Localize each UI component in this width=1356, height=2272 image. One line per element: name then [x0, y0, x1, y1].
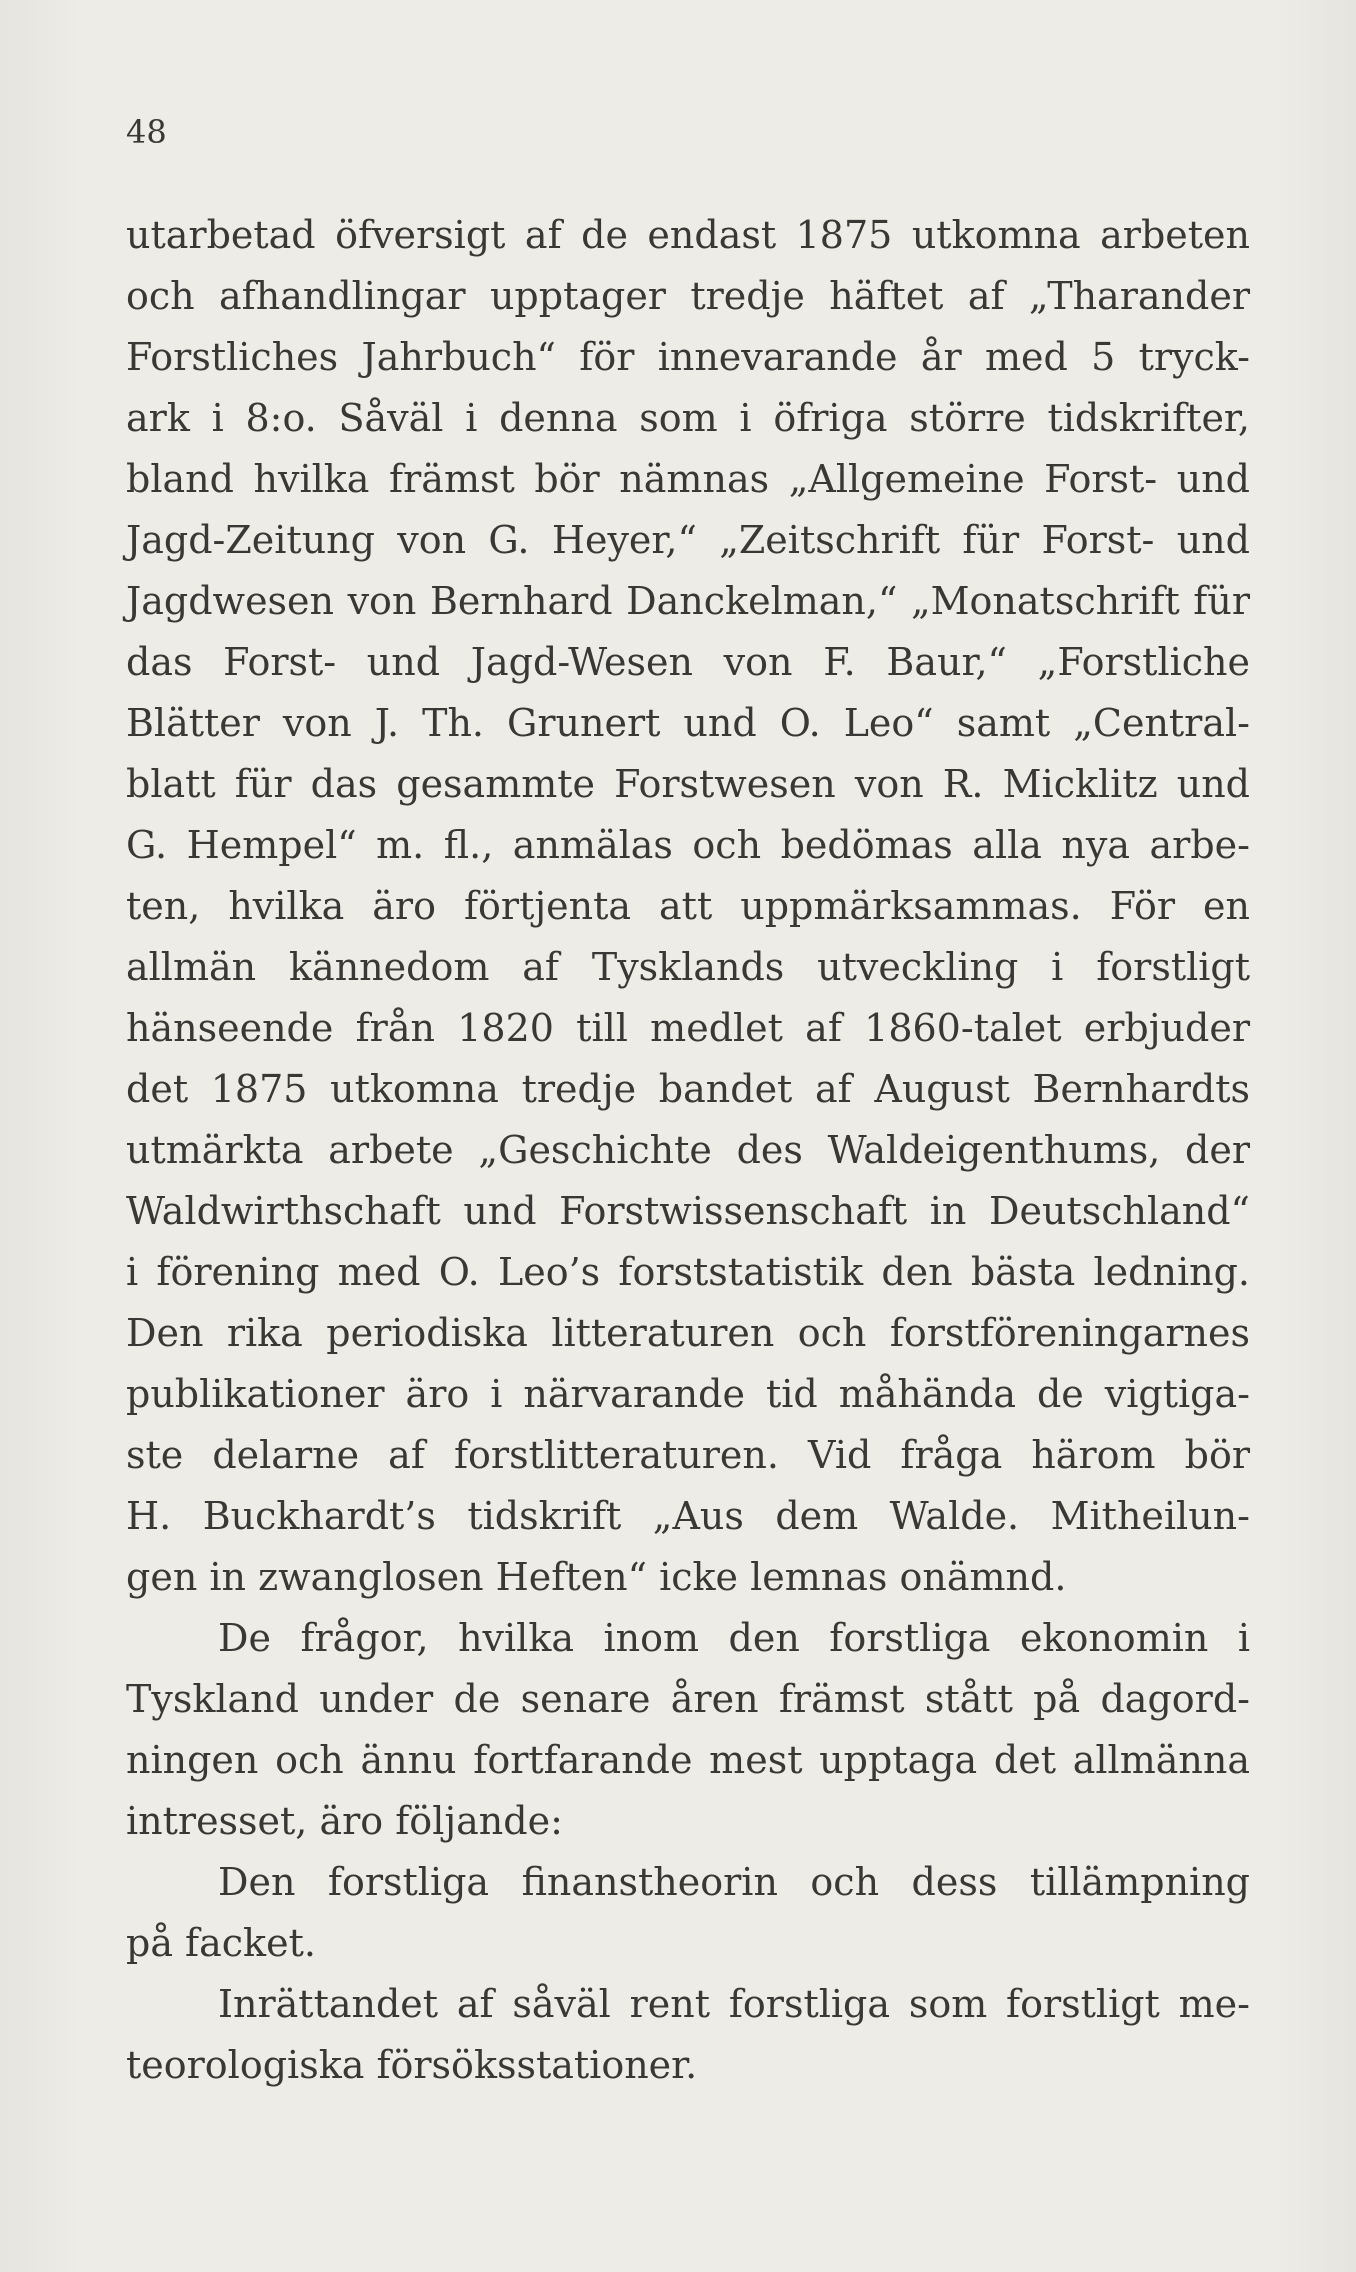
text-line: Den forstliga finanstheorin och dess tillämpning	[218, 1860, 1250, 1904]
paragraph-2	[126, 1608, 1250, 1852]
text-line: intresset, äro följande:	[126, 1799, 563, 1843]
page-number: 48	[126, 113, 167, 151]
text-line: G. Hempel“ m. fl., anmälas och bedömas alla nya arbe-	[126, 823, 1250, 867]
paragraph-1	[126, 205, 1250, 1608]
text-line: das Forst- und Jagd-Wesen von F. Baur,“ „Forstliche	[126, 640, 1250, 684]
text-line: gen in zwanglosen Heften“ icke lemnas onämnd.	[126, 1555, 1067, 1599]
text-line: Den rika periodiska litteraturen och forstföreningarnes	[126, 1311, 1250, 1355]
text-line: publikationer äro i närvarande tid måhända de vigtiga-	[126, 1372, 1250, 1416]
text-line: Waldwirthschaft und Forstwissenschaft in Deutschland“	[126, 1189, 1250, 1233]
text-line: Tyskland under de senare åren främst stått på dagord-	[126, 1677, 1250, 1721]
text-line: ste delarne af forstlitteraturen. Vid fråga härom bör	[126, 1433, 1250, 1477]
text-line: i förening med O. Leo’s forststatistik den bästa ledning.	[126, 1250, 1250, 1294]
text-line: ningen och ännu fortfarande mest upptaga det allmänna	[126, 1738, 1250, 1782]
text-line: ark i 8:o. Såväl i denna som i öfriga större tidskrifter,	[126, 396, 1250, 440]
text-line: teorologiska försöksstationer.	[126, 2043, 698, 2087]
text-line: utmärkta arbete „Geschichte des Waldeigenthums, der	[126, 1128, 1250, 1172]
text-line: Inrättandet af såväl rent forstliga som forstligt me-	[218, 1982, 1250, 2026]
text-line: Blätter von J. Th. Grunert und O. Leo“ samt „Central-	[126, 701, 1250, 745]
text-line: Jagd-Zeitung von G. Heyer,“ „Zeitschrift für Forst- und	[126, 518, 1250, 562]
text-line: det 1875 utkomna tredje bandet af August Bernhardts	[126, 1067, 1250, 1111]
body-text	[126, 205, 1250, 2096]
text-line: utarbetad öfversigt af de endast 1875 utkomna arbeten	[126, 213, 1250, 257]
text-line: på facket.	[126, 1921, 316, 1965]
text-line: H. Buckhardt’s tidskrift „Aus dem Walde. Mitheilun-	[126, 1494, 1250, 1538]
text-line: blatt für das gesammte Forstwesen von R. Micklitz und	[126, 762, 1250, 806]
paragraph-3	[126, 1852, 1250, 1974]
text-line: ten, hvilka äro förtjenta att uppmärksammas. För en	[126, 884, 1250, 928]
text-line: hänseende från 1820 till medlet af 1860-talet erbjuder	[126, 1006, 1250, 1050]
text-line: allmän kännedom af Tysklands utveckling i forstligt	[126, 945, 1250, 989]
text-line: bland hvilka främst bör nämnas „Allgemeine Forst- und	[126, 457, 1250, 501]
text-line: Jagdwesen von Bernhard Danckelman,“ „Monatschrift für	[126, 579, 1250, 623]
text-line: De frågor, hvilka inom den forstliga ekonomin i	[218, 1616, 1250, 1660]
text-line: Forstliches Jahrbuch“ för innevarande år med 5 tryck-	[126, 335, 1250, 379]
text-line: och afhandlingar upptager tredje häftet af „Tharander	[126, 274, 1250, 318]
paragraph-4	[126, 1974, 1250, 2096]
